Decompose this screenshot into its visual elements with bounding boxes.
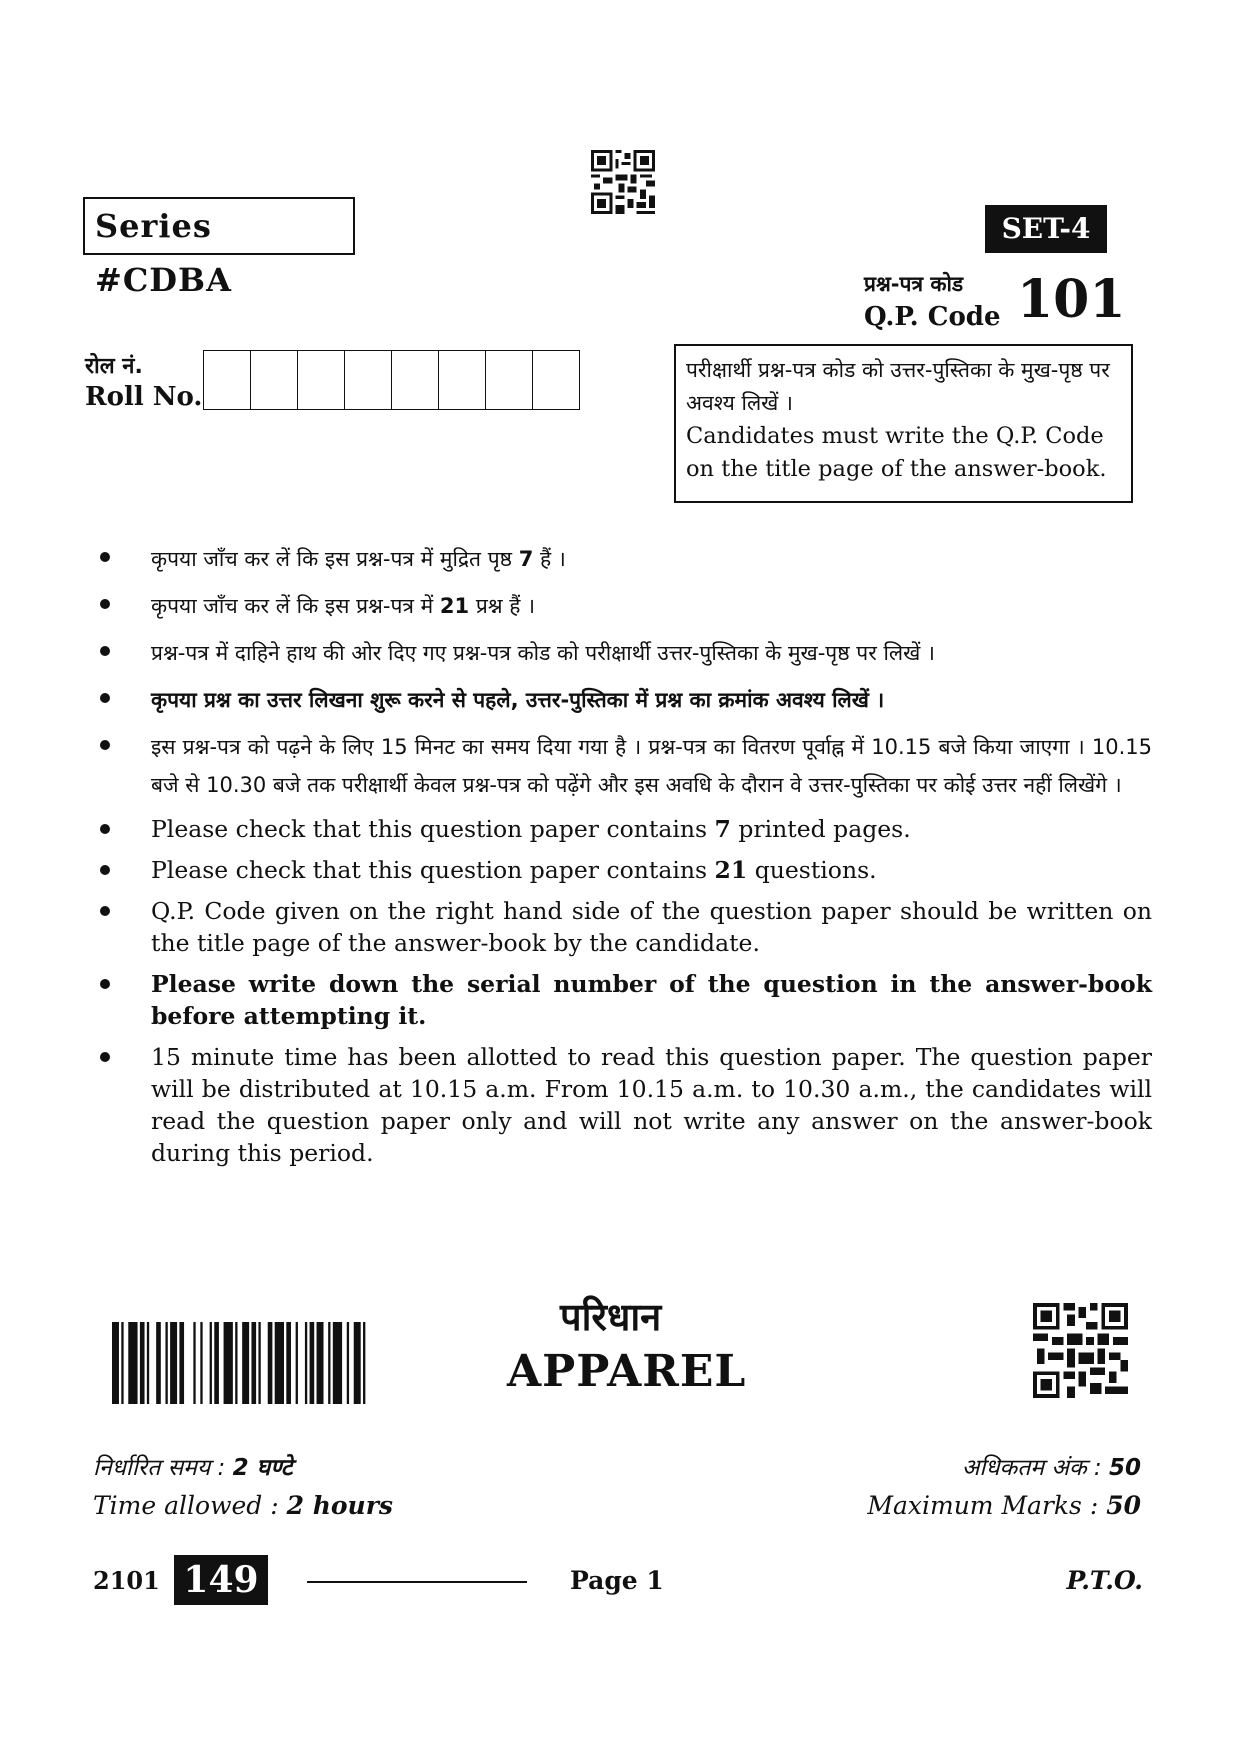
instruction-text: questions. <box>747 856 877 884</box>
instruction-bold-text: 21 <box>714 856 748 884</box>
subject-title-english: APPAREL <box>507 1346 747 1397</box>
barcode-bar <box>251 1322 256 1404</box>
bullet-icon <box>100 646 110 656</box>
instruction-bold-text: 7 <box>518 547 534 571</box>
instruction-bold-text: Please write down the serial number of the question in the answer-book before attempting it. <box>151 970 1152 1030</box>
barcode-bar <box>354 1322 361 1404</box>
barcode-bar <box>305 1322 307 1404</box>
instruction-item <box>92 968 1152 1032</box>
instruction-text: Q.P. Code given on the right hand side of the question paper should be written on the title page of the answer-book by the candidate. <box>151 897 1152 957</box>
instruction-item <box>92 634 1152 672</box>
instructions-list <box>92 540 1152 1178</box>
time-allowed-hindi: निर्धारित समय : 2 घण्टे <box>93 1455 293 1481</box>
roll-digit-box[interactable] <box>392 351 439 409</box>
roll-number-english-label: Roll No. <box>85 382 203 412</box>
bullet-icon <box>100 552 110 562</box>
qp-code-english-label: Q.P. Code <box>864 302 1001 332</box>
qr-code-top-icon <box>591 150 655 214</box>
barcode-bar <box>317 1322 324 1404</box>
set-badge: SET-4 <box>985 205 1107 253</box>
bullet-icon <box>100 599 110 609</box>
bullet-icon <box>100 979 110 989</box>
instruction-text: इस प्रश्न-पत्र को पढ़ने के लिए 15 मिनट का समय दिया गया है । प्रश्न-पत्र का वितरण पूर्वाह्न में 10.15 बजे किया जाएगा । 10.15 बजे से 10.30 बजे तक परीक्षार्थी केवल प्रश्न-पत्र को पढ़ेंगे और इस अवधि के दौरान वे उत्तर-पुस्तिका पर कोई उत्तर नहीं लिखेंगे । <box>151 735 1152 797</box>
barcode-bar <box>140 1322 145 1404</box>
barcode-bar <box>224 1322 233 1404</box>
barcode-bar <box>121 1322 123 1404</box>
qr-code-bottom-icon <box>1033 1303 1128 1398</box>
barcode-bar <box>275 1322 284 1404</box>
bullet-icon <box>100 1052 110 1062</box>
instruction-text: 15 minute time has been allotted to read this question paper. The question paper will be distributed at 10.15 a.m. From 10.15 a.m. to 10.30 a.m., the candidates will read the question paper only and will not write any answer on the answer-book during this period. <box>151 1043 1152 1167</box>
roll-digit-box[interactable] <box>204 351 251 409</box>
instruction-item <box>92 681 1152 719</box>
instruction-text: हैं । <box>533 547 566 571</box>
barcode-bar <box>210 1322 212 1404</box>
barcode-bar <box>268 1322 273 1404</box>
barcode-bar <box>112 1322 119 1404</box>
instruction-item <box>92 587 1152 625</box>
barcode-bar <box>310 1322 315 1404</box>
bullet-icon <box>100 865 110 875</box>
barcode-bar <box>147 1322 149 1404</box>
bullet-icon <box>100 693 110 703</box>
barcode-bar <box>214 1322 219 1404</box>
roll-digit-box[interactable] <box>486 351 533 409</box>
bullet-icon <box>100 740 110 750</box>
roll-number-boxes[interactable] <box>203 350 580 410</box>
barcode-bar <box>258 1322 260 1404</box>
instruction-item <box>92 1041 1152 1169</box>
qp-code-number: 101 <box>1017 269 1126 330</box>
barcode-bar <box>242 1322 249 1404</box>
barcode-bar <box>328 1322 330 1404</box>
barcode-bar <box>296 1322 298 1404</box>
qp-code-note-box <box>674 344 1133 503</box>
instruction-text: Please check that this question paper contains <box>151 856 715 884</box>
instruction-text: Please check that this question paper contains <box>151 815 715 843</box>
bullet-icon <box>100 906 110 916</box>
instruction-text: प्रश्न-पत्र में दाहिने हाथ की ओर दिए गए प्रश्न-पत्र कोड को परीक्षार्थी उत्तर-पुस्तिका के मुख-पृष्ठ पर लिखें । <box>151 641 935 665</box>
barcode-bar <box>200 1322 202 1404</box>
note-english: Candidates must write the Q.P. Code on the title page of the answer-book. <box>686 423 1107 482</box>
max-marks-hindi: अधिकतम अंक : 50 <box>961 1455 1141 1481</box>
instruction-text: कृपया जाँच कर लें कि इस प्रश्न-पत्र में मुद्रित पृष्ठ <box>151 547 519 571</box>
barcode-bar <box>128 1322 137 1404</box>
roll-digit-box[interactable] <box>439 351 486 409</box>
subject-title-hindi: परिधान <box>560 1295 662 1339</box>
instruction-item <box>92 813 1152 845</box>
roll-digit-box[interactable] <box>345 351 392 409</box>
barcode-bar <box>179 1322 184 1404</box>
roll-digit-box[interactable] <box>251 351 298 409</box>
instruction-text: कृपया जाँच कर लें कि इस प्रश्न-पत्र में <box>151 594 440 618</box>
instruction-bold-text: कृपया प्रश्न का उत्तर लिखना शुरू करने से पहले, उत्तर-पुस्तिका में प्रश्न का क्रमांक अवश्य लिखें । <box>151 688 885 712</box>
barcode-bar <box>333 1322 342 1404</box>
instruction-item <box>92 854 1152 886</box>
barcode-bar <box>235 1322 237 1404</box>
barcode-icon <box>112 1322 370 1404</box>
time-allowed-english: Time allowed : 2 hours <box>93 1491 393 1520</box>
instruction-bold-text: 7 <box>714 815 731 843</box>
max-marks-english: Maximum Marks : 50 <box>867 1491 1141 1520</box>
barcode-bar <box>193 1322 195 1404</box>
note-hindi: परीक्षार्थी प्रश्न-पत्र कोड को उत्तर-पुस्तिका के मुख-पृष्ठ पर अवश्य लिखें । <box>686 358 1110 415</box>
footer-code: 2101 <box>93 1566 160 1595</box>
instruction-text: प्रश्न हैं । <box>469 594 536 618</box>
footer-rule <box>307 1581 527 1583</box>
roll-digit-box[interactable] <box>298 351 345 409</box>
instruction-item <box>92 728 1152 804</box>
barcode-bar <box>156 1322 161 1404</box>
barcode-bar <box>363 1322 365 1404</box>
instruction-bold-text: 21 <box>439 594 470 618</box>
roll-digit-box[interactable] <box>533 351 580 409</box>
barcode-bar <box>286 1322 291 1404</box>
instruction-item <box>92 895 1152 959</box>
series-label: Series #CDBA <box>83 197 355 255</box>
page-number: Page 1 <box>570 1566 664 1595</box>
instruction-item <box>92 540 1152 578</box>
barcode-bar <box>165 1322 167 1404</box>
pto-label: P.T.O. <box>1066 1566 1143 1595</box>
roll-number-hindi-label: रोल नं. <box>85 354 143 379</box>
barcode-bar <box>347 1322 349 1404</box>
footer-badge: 149 <box>174 1555 268 1605</box>
qp-code-hindi-label: प्रश्न-पत्र कोड <box>864 272 964 296</box>
barcode-bar <box>170 1322 177 1404</box>
instruction-text: printed pages. <box>730 815 911 843</box>
bullet-icon <box>100 824 110 834</box>
